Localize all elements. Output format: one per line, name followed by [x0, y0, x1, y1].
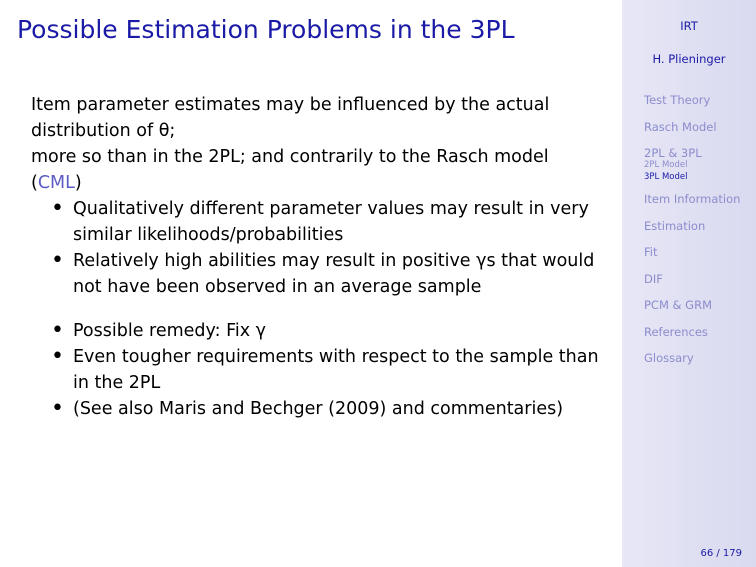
nav-item-item-information[interactable]: Item Information [644, 192, 741, 206]
sidebar [622, 0, 756, 567]
nav-item-fit[interactable]: Fit [644, 245, 658, 259]
slide-title: Possible Estimation Problems in the 3PL [17, 15, 515, 44]
paren-open: ( [31, 173, 38, 193]
bullet-list-1 [31, 196, 616, 300]
sidebar-author[interactable]: H. Plieninger [652, 52, 726, 66]
nav-subitem-3pl-model[interactable]: 3PL Model [644, 172, 688, 182]
bullet-item: • (See also Maris and Bechger (2009) and commentaries) [31, 396, 616, 422]
nav-item-2pl-3pl[interactable]: 2PL & 3PL [644, 146, 702, 160]
nav-item-dif[interactable]: DIF [644, 271, 663, 286]
bullet-item: • Qualitatively different parameter values may result in very similar likelihoods/probabilities [31, 196, 616, 248]
nav-item-rasch-model[interactable]: Rasch Model [644, 119, 717, 134]
bullet-item: • Relatively high abilities may result in positive γs that would not have been observed in an average sample [31, 248, 616, 300]
nav-item-references[interactable]: References [644, 324, 708, 339]
nav-item-test-theory[interactable]: Test Theory [644, 93, 711, 107]
bullet-item: • Possible remedy: Fix γ [31, 318, 616, 344]
nav-item-estimation[interactable]: Estimation [644, 218, 706, 233]
paren-close: ) [74, 173, 82, 193]
slide-content [31, 92, 616, 422]
sidebar-nav [644, 93, 740, 378]
intro-line-2: distribution of θ; [31, 121, 176, 141]
intro-paragraph [31, 92, 616, 196]
sidebar-title[interactable]: IRT [680, 19, 698, 33]
nav-item-glossary[interactable]: Glossary [644, 351, 694, 365]
bullet-list-2 [31, 318, 616, 422]
cml-link[interactable]: CML [37, 173, 75, 193]
page-number: 66 / 179 [700, 548, 742, 559]
bullet-item: • Even tougher requirements with respect to the sample than in the 2PL [31, 344, 616, 396]
nav-item-pcm-grm[interactable]: PCM & GRM [644, 298, 712, 312]
intro-line-3: more so than in the 2PL; and contrarily to the Rasch model [31, 147, 549, 167]
nav-subitem-2pl-model[interactable]: 2PL Model [644, 160, 688, 170]
list-gap [31, 300, 616, 318]
intro-line-1: Item parameter estimates may be influenced by the actual [31, 95, 550, 115]
